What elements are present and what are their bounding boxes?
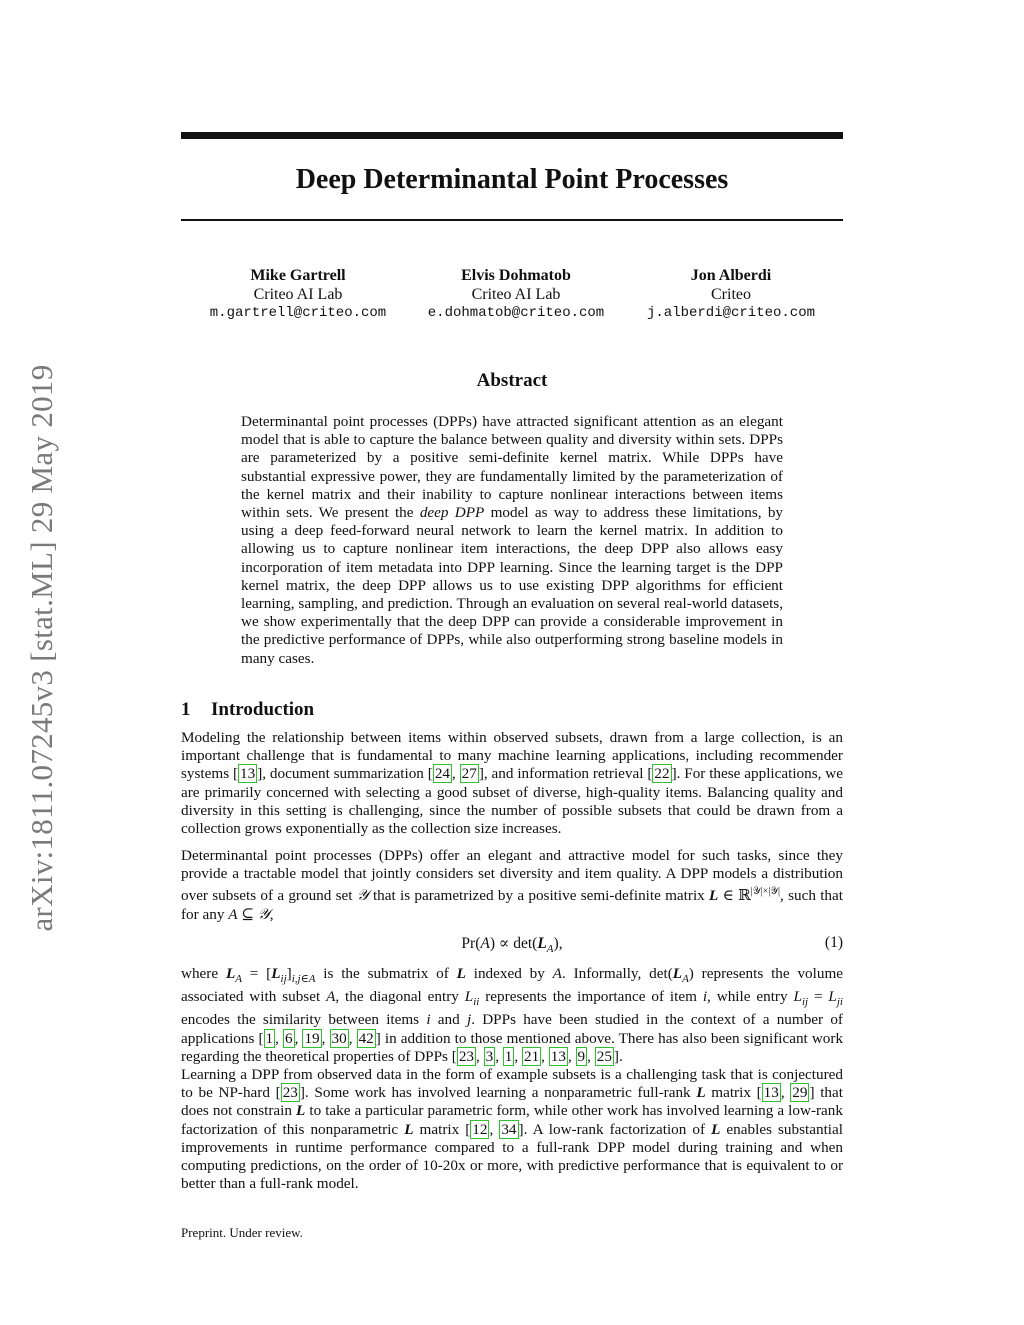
math-j: j — [466, 1011, 472, 1029]
text-run: ]. A low-rank factorization of — [518, 1120, 712, 1138]
citation-link[interactable]: 25 — [596, 1047, 612, 1065]
math-submatrix: $L_A = [L_{ij}]_{i,j\in A}$ — [225, 965, 316, 986]
citation-link[interactable]: 24 — [434, 765, 450, 783]
citation-link[interactable]: 13 — [763, 1084, 779, 1102]
citation-link[interactable]: 21 — [523, 1047, 540, 1065]
citation-link[interactable]: 1 — [504, 1047, 513, 1065]
author-1 — [188, 266, 408, 323]
text-run: enables substantial improvements in runtime performance compared to a full-rank DPP model during training and when computing predictions, on the order of 10-20x or more, with predictive performance that is equivalent to or better than a full-rank model. — [181, 1120, 843, 1193]
math-A: A — [552, 965, 562, 982]
text-run: ]. For these applications, we are primarily concerned with selecting a good subset of diverse, high-quality items. Balancing quality and diversity in this setting is challenging, since the number of possible subsets that could be drawn from a collection grows exponentially as the collection size increases. — [181, 765, 844, 838]
text-run: and — [430, 1011, 467, 1029]
title-top-rule — [181, 132, 843, 139]
text-run: . DPPs have been studied in the context of a number of applications [ — [181, 1011, 843, 1047]
math-i: i — [702, 988, 708, 1006]
math-L: L — [404, 1120, 414, 1138]
abstract-text — [241, 413, 783, 668]
arxiv-identifier-text: arXiv:1811.07245v3 [stat.ML] 29 May 2019 — [24, 364, 59, 932]
text-run: Learning a DPP from observed data in the form of example subsets is a challenging task that is conjectured to be NP-hard [ — [181, 1066, 843, 1102]
text-run: ], document summarization [ — [257, 765, 433, 783]
abstract-text-part: model as way to address these limitations, by using a deep feed-forward neural network to learn the kernel matrix. In addition to allowing us to capture nonlinear item interactions, the deep DPP also allows easy incorporation of item metadata into DPP learning. Since the learning target is the DPP kernel matrix, the deep DPP allows us to use existing DPP algorithms for efficient learning, sampling, and prediction. Through an evaluation on several real-world datasets, we show experimentally that the deep DPP can provide a considerable improvement in the predictive performance of DPPs, while also outperforming strong baseline models in many cases. — [241, 504, 784, 667]
citation-link[interactable]: 1 — [265, 1029, 274, 1047]
citation-link[interactable]: 3 — [485, 1047, 494, 1065]
text-run: , the diagonal entry — [335, 988, 465, 1006]
math-L: L — [456, 965, 466, 982]
intro-paragraph-1: Modeling the relationship between items within observed subsets, drawn from a large collection, is an important challenge that is fundamental to many machine learning applications, including recommender systems [ 13 ], document summarization [ 24 , 27 ], and information retrieval [ 22 ]. For these applications, we are primarily concerned with selecting a good subset of diverse, high-quality items. Balancing quality and diversity in this setting is challenging, since the number of possible subsets that could be drawn from a collection grows exponentially as the collection size increases. — [181, 729, 844, 838]
author-affiliation: Criteo AI Lab — [253, 286, 343, 303]
author-2 — [406, 266, 626, 323]
section-number: 1 — [181, 699, 191, 720]
author-affiliation: Criteo — [711, 286, 751, 303]
text-run: that is parametrized by a positive semi-definite matrix — [368, 887, 710, 905]
author-name: Mike Gartrell — [250, 267, 346, 284]
citation-link[interactable]: 42 — [358, 1029, 374, 1047]
intro-paragraph-4: Learning a DPP from observed data in the form of example subsets is a challenging task that is conjectured to be NP-hard [ 23 ]. Some work has involved learning a nonparametric full-rank L matrix [ 13 , 29 ] that does not constrain L to take a particular parametric form, while other work has involved learning a low-rank factorization of this nonparametric L matrix [ 12 , 34 ]. A low-rank factorization of L enables substantial improvements in runtime performance compared to a full-rank DPP model during training and when computing predictions, on the order of 10-20x or more, with predictive performance that is equivalent to or better than a full-rank model. — [181, 1066, 843, 1193]
math-kernel-matrix: L ∈ ℝ$^{|𝒴|\times|𝒴|}$ — [709, 886, 781, 905]
text-run: encodes the similarity between items — [181, 1011, 427, 1029]
math-i: i — [426, 1011, 431, 1029]
equation-number: (1) — [824, 934, 843, 951]
citation-link[interactable]: 12 — [472, 1120, 488, 1138]
paper-title: Deep Determinantal Point Processes — [295, 164, 729, 195]
citation-link[interactable]: 27 — [461, 765, 477, 783]
preprint-footer: Preprint. Under review. — [181, 1225, 303, 1240]
math-L: L — [696, 1084, 706, 1102]
text-run: Modeling the relationship between items within observed subsets, drawn from a large collection, is an important challenge that is fundamental to many machine learning applications, including recommender systems [ — [181, 729, 843, 783]
equation-1 — [181, 934, 843, 954]
author-3 — [621, 266, 841, 323]
math-L: L — [296, 1102, 306, 1120]
author-email[interactable]: e.dohmatob@criteo.com — [427, 305, 605, 321]
citation-link[interactable]: 13 — [550, 1047, 566, 1065]
text-run: . Informally, — [561, 965, 650, 982]
math-ground-set: 𝒴 — [356, 887, 369, 905]
abstract-heading: Abstract — [476, 370, 548, 391]
text-run: to take a particular parametric form, while other work has involved learning a low-rank factorization of this nonparametric — [181, 1102, 843, 1138]
text-run: ]. — [613, 1047, 623, 1065]
text-run: where — [181, 965, 226, 982]
citation-link[interactable]: 23 — [282, 1084, 298, 1102]
math-Lij-equals-Lji: $L_{ij} = L_{ji}$ — [793, 988, 843, 1009]
citation-link[interactable]: 6 — [284, 1029, 293, 1047]
math-L: L — [711, 1120, 721, 1138]
citation-link[interactable]: 23 — [458, 1047, 475, 1065]
title-bottom-rule — [181, 219, 843, 221]
author-name: Elvis Dohmatob — [461, 267, 571, 284]
citation-link[interactable]: 29 — [792, 1084, 808, 1102]
intro-paragraph-3: where $L_A = [L_{ij}]_{i,j\in A}$ is the submatrix of L indexed by A. Informally, $\det(L_A)$ represents the volume associated with subset A, the diagonal entry $L_{ii}$ represents the importance of item i, while entry $L_{ij} = L_{ji}$ encodes the similarity between items i and j. DPPs have been studied in the context of a number of applications [ 1 , 6 , 19 , 30 , 42 ] in addition to those mentioned above. There has also been significant work regarding the theoretical properties of DPPs [ 23 , 3 , 1 , 21 , 13 , 9 , 25 ]. — [181, 965, 844, 1065]
text-run: represents the importance of item — [479, 988, 703, 1006]
citation-link[interactable]: 22 — [654, 765, 670, 783]
text-run: , such that for any — [181, 887, 843, 923]
text-run: ], and information retrieval [ — [478, 765, 653, 783]
equation-expression: $Pr(A) \propto \det(L_A)$, — [461, 935, 563, 956]
abstract-text-part: Determinantal point processes (DPPs) have attracted significant attention as an elegant model that is able to capture the balance between quality and diversity within sets. DPPs are parameterized by a positive semi-definite kernel matrix. While DPPs have substantial expressive power, they are fundamentally limited by the parameterization of the kernel matrix and their inability to capture nonlinear interactions between items within sets. We present the — [241, 413, 783, 522]
section-heading — [181, 699, 314, 721]
citation-link[interactable]: 13 — [240, 765, 256, 783]
math-subset: A ⊆ 𝒴 — [228, 905, 270, 923]
section-title: Introduction — [211, 699, 315, 720]
text-run: , — [269, 905, 274, 923]
text-run: matrix [ — [413, 1120, 471, 1138]
text-run: indexed by — [465, 965, 553, 982]
author-email[interactable]: j.alberdi@criteo.com — [646, 305, 816, 321]
math-A: A — [326, 988, 336, 1006]
text-run: Determinantal point processes (DPPs) offer an elegant and attractive model for such tasks, since they provide a tractable model that jointly considers set diversity and item quality. A DPP models a distribution over subsets of a ground set — [181, 847, 843, 905]
author-name: Jon Alberdi — [690, 267, 772, 284]
text-run: ] that does not constrain — [181, 1084, 843, 1120]
math-Lii: $L_{ii}$ — [464, 988, 480, 1009]
author-affiliation: Criteo AI Lab — [471, 286, 561, 303]
text-run: ] in addition to those mentioned above. There has also been significant work regarding the theoretical properties of DPPs [ — [181, 1029, 844, 1065]
abstract-emphasis: deep DPP — [419, 504, 485, 522]
text-run: ]. Some work has involved learning a nonparametric full-rank — [299, 1084, 697, 1102]
author-email[interactable]: m.gartrell@criteo.com — [209, 305, 387, 321]
citation-link[interactable]: 19 — [304, 1029, 320, 1047]
text-run: matrix [ — [705, 1084, 762, 1102]
citation-link[interactable]: 9 — [577, 1047, 586, 1065]
intro-paragraph-2 — [181, 847, 843, 924]
text-run: , while entry — [707, 988, 794, 1006]
text-run: represents the volume associated with subset — [181, 965, 844, 1006]
citation-link[interactable]: 30 — [331, 1029, 347, 1047]
text-run: is the submatrix of — [315, 965, 457, 982]
citation-link[interactable]: 34 — [501, 1120, 517, 1138]
math-det: $\det(L_A)$ — [649, 965, 694, 986]
